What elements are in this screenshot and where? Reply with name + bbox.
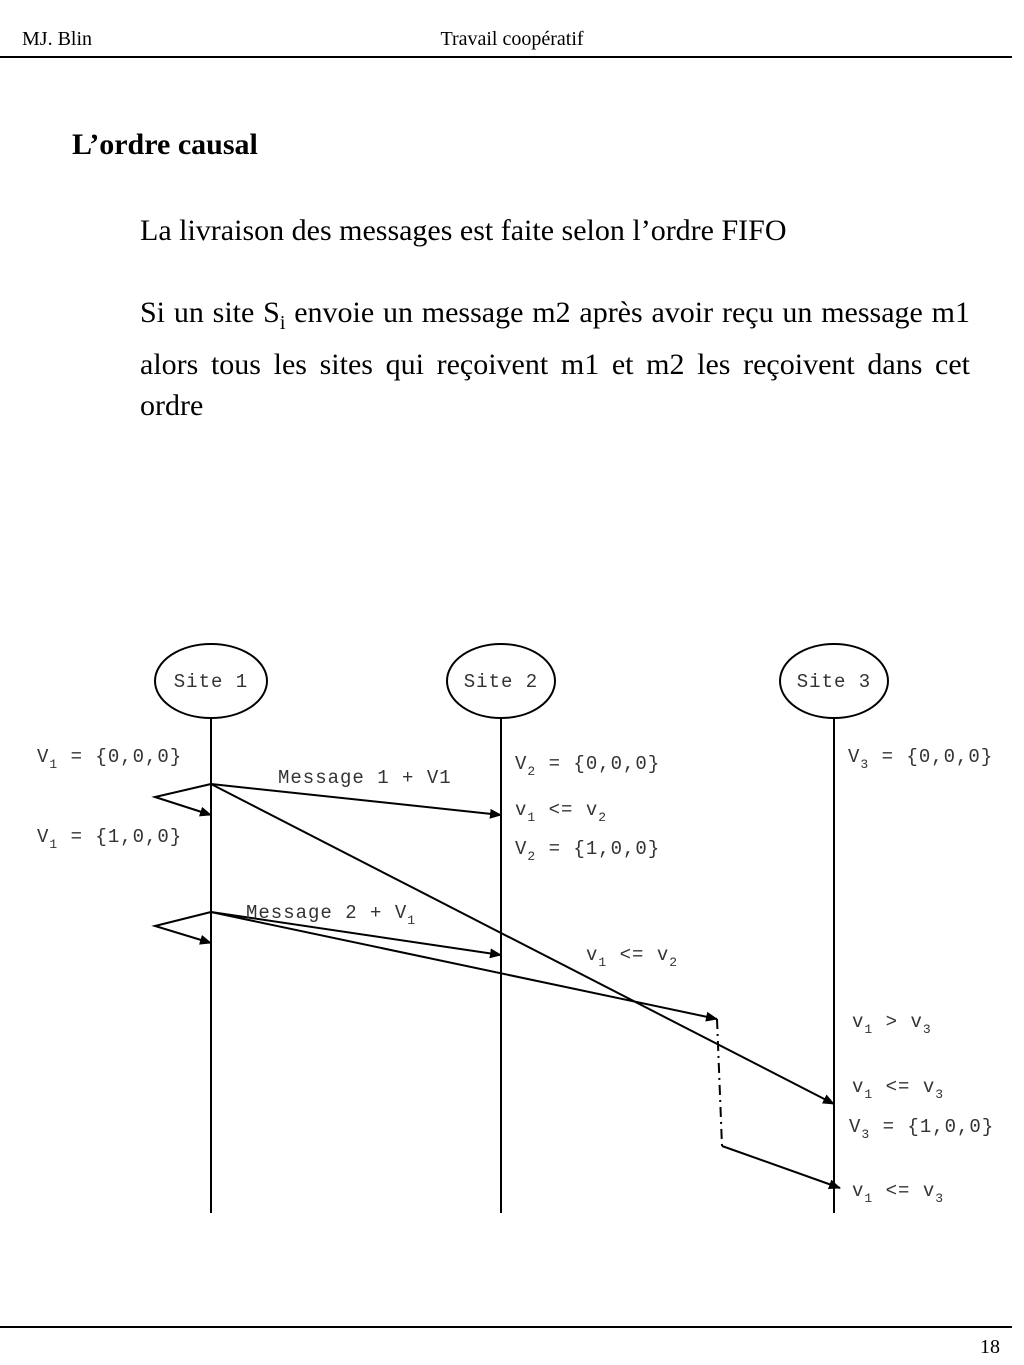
site2-compare-2-bsub: 2: [669, 955, 679, 970]
v1-updated: [37, 826, 182, 852]
site2-compare-2-a: v: [586, 944, 599, 966]
site2-compare-1-a: v: [515, 799, 528, 821]
paragraph-causal-part1: Si un site S: [140, 296, 280, 329]
v1-initial-value: = {0,0,0}: [58, 746, 183, 768]
v2-updated-sub: 2: [527, 849, 537, 864]
site3-compare-le-1-bsub: 3: [935, 1087, 945, 1102]
site2-compare-2-op: <=: [607, 944, 657, 966]
site3-label: Site 3: [796, 671, 872, 693]
header-title: Travail coopératif: [440, 28, 584, 50]
v3-initial-base: V: [848, 746, 861, 768]
site1-send-event-2: [155, 912, 211, 943]
paragraph-fifo: La livraison des messages est faite selon l’ordre FIFO: [140, 214, 787, 247]
message2-delivery-site3: [722, 1146, 840, 1188]
v2-updated: [515, 838, 660, 864]
site2-compare-1-asub: 1: [527, 810, 537, 825]
site3-compare-gt-op: >: [873, 1011, 911, 1033]
site3-compare-le-1-a: v: [852, 1076, 865, 1098]
v1-initial-sub: 1: [49, 757, 59, 772]
message1-to-site3: [211, 784, 834, 1104]
message2-label-sub: 1: [407, 913, 417, 928]
v2-initial-value: = {0,0,0}: [536, 753, 661, 775]
site3-compare-le-1-op: <=: [873, 1076, 923, 1098]
site3-compare-gt-a: v: [852, 1011, 865, 1033]
v3-updated-sub: 3: [861, 1127, 871, 1142]
site3-compare-le-2-asub: 1: [864, 1191, 874, 1206]
site2-label: Site 2: [463, 671, 539, 693]
v1-updated-sub: 1: [49, 837, 59, 852]
paragraph-causal-subscript: i: [279, 312, 286, 334]
site3-compare-le-2: [852, 1180, 944, 1206]
site2-compare-1: [515, 799, 607, 825]
v1-initial: [37, 746, 182, 772]
site3-compare-le-1-asub: 1: [864, 1087, 874, 1102]
site3-compare-gt-asub: 1: [864, 1022, 874, 1037]
v1-updated-value: = {1,0,0}: [58, 826, 183, 848]
v3-initial: [848, 746, 993, 772]
section-title: L’ordre causal: [72, 128, 258, 161]
v2-updated-value: = {1,0,0}: [536, 838, 661, 860]
site3-compare-le-1-b: v: [922, 1076, 936, 1098]
v3-updated: [849, 1116, 994, 1142]
v3-updated-base: V: [849, 1116, 862, 1138]
v2-initial-sub: 2: [527, 764, 537, 779]
v2-initial-base: V: [515, 753, 528, 775]
site1-label: Site 1: [173, 671, 249, 693]
v1-updated-base: V: [37, 826, 50, 848]
site3-compare-gt-bsub: 3: [922, 1022, 932, 1037]
site3-compare-le-2-b: v: [922, 1180, 936, 1202]
footer-rule: [0, 1326, 1012, 1328]
message2-delay: [717, 1019, 722, 1146]
site2-compare-2-asub: 1: [598, 955, 608, 970]
site3-compare-le-2-bsub: 3: [935, 1191, 945, 1206]
site2-compare-2-b: v: [656, 944, 670, 966]
paragraph-causal-part2: envoie un message m2 après avoir reçu un message m1 alors tous les sites qui reçoivent m1 et m2 les reçoivent dans cet ordre: [140, 296, 970, 422]
message1-label: Message 1 + V1: [278, 767, 452, 789]
message2-label-text: Message 2 + V: [246, 902, 408, 924]
site3-compare-le-1: [852, 1076, 944, 1102]
site2-compare-1-op: <=: [536, 799, 586, 821]
v2-updated-base: V: [515, 838, 528, 860]
site3-compare-le-2-a: v: [852, 1180, 865, 1202]
v3-updated-value: = {1,0,0}: [870, 1116, 995, 1138]
site2-compare-1-b: v: [585, 799, 599, 821]
site1-send-event-1: [155, 784, 211, 815]
site3-compare-gt-b: v: [910, 1011, 923, 1033]
site2-compare-2: [586, 944, 678, 970]
v1-initial-base: V: [37, 746, 50, 768]
v2-initial: [515, 753, 660, 779]
site3-compare-le-2-op: <=: [873, 1180, 923, 1202]
page-number: 18: [980, 1336, 1000, 1358]
site3-compare-gt: [852, 1011, 932, 1037]
header-author: MJ. Blin: [22, 28, 93, 50]
site2-compare-1-bsub: 2: [598, 810, 608, 825]
v3-initial-value: = {0,0,0}: [869, 746, 994, 768]
v3-initial-sub: 3: [860, 757, 870, 772]
